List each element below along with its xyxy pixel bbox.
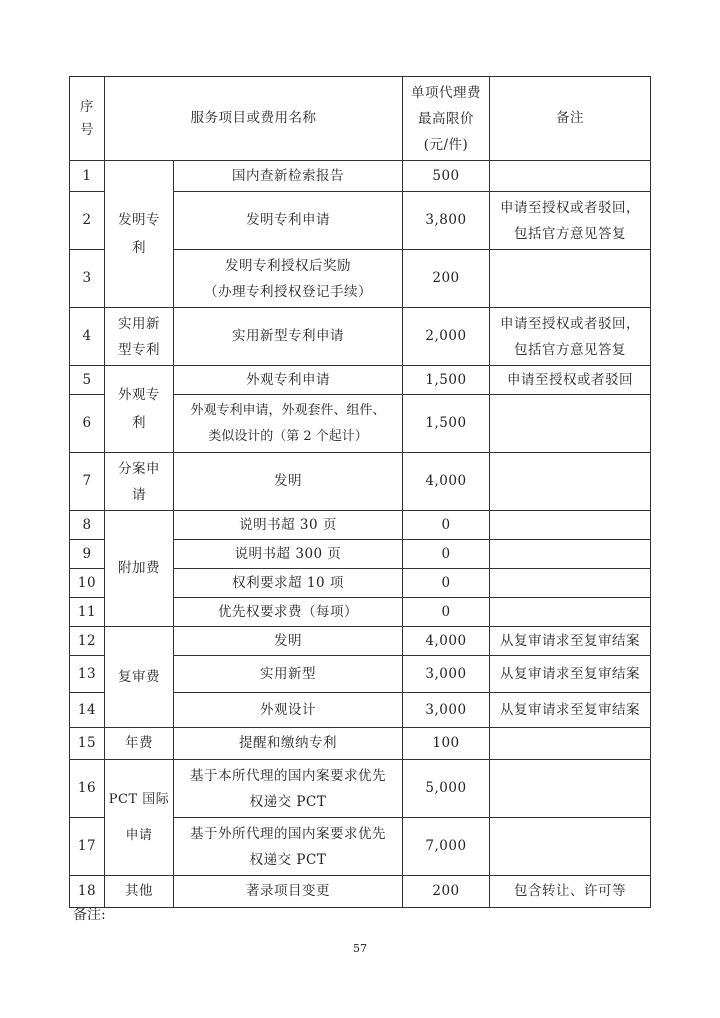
row-fee: 0 xyxy=(403,598,490,627)
table-row xyxy=(70,366,651,395)
table-row xyxy=(70,876,651,908)
table-row xyxy=(70,511,651,540)
row-no: 5 xyxy=(70,366,105,395)
row-fee: 1,500 xyxy=(403,395,490,453)
table-row xyxy=(70,308,651,366)
row-category: 复审费 xyxy=(105,627,174,728)
row-no: 12 xyxy=(70,627,105,656)
row-fee: 200 xyxy=(403,876,490,908)
row-remark xyxy=(490,728,651,760)
fee-table xyxy=(69,76,651,908)
row-item: 发明专利申请 xyxy=(174,192,403,250)
row-no: 10 xyxy=(70,569,105,598)
row-fee: 4,000 xyxy=(403,453,490,511)
header-remark: 备注 xyxy=(490,77,651,161)
row-no: 18 xyxy=(70,876,105,908)
row-fee: 0 xyxy=(403,511,490,540)
row-item: 发明 xyxy=(174,453,403,511)
row-item: 外观专利申请，外观套件、组件、 类似设计的（第 2 个起计） xyxy=(174,395,403,453)
table-row xyxy=(70,728,651,760)
row-remark xyxy=(490,395,651,453)
row-remark xyxy=(490,540,651,569)
row-category: 年费 xyxy=(105,728,174,760)
row-no: 2 xyxy=(70,192,105,250)
row-fee: 7,000 xyxy=(403,818,490,876)
row-remark xyxy=(490,569,651,598)
row-fee: 3,000 xyxy=(403,656,490,693)
row-item: 说明书超 30 页 xyxy=(174,511,403,540)
row-fee: 0 xyxy=(403,569,490,598)
header-seq: 序 号 xyxy=(70,77,105,161)
row-item: 国内查新检索报告 xyxy=(174,161,403,192)
row-remark: 从复审请求至复审结案 xyxy=(490,693,651,728)
row-remark: 申请至授权或者驳回 xyxy=(490,366,651,395)
row-remark: 从复审请求至复审结案 xyxy=(490,627,651,656)
row-category: 外观专 利 xyxy=(105,366,174,453)
row-item: 著录项目变更 xyxy=(174,876,403,908)
table-row xyxy=(70,161,651,192)
row-remark xyxy=(490,760,651,818)
row-no: 8 xyxy=(70,511,105,540)
row-item: 发明 xyxy=(174,627,403,656)
row-item: 优先权要求费（每项） xyxy=(174,598,403,627)
page-number: 57 xyxy=(353,942,367,955)
row-item: 实用新型专利申请 xyxy=(174,308,403,366)
row-category: 分案申 请 xyxy=(105,453,174,511)
row-no: 4 xyxy=(70,308,105,366)
row-item: 说明书超 300 页 xyxy=(174,540,403,569)
row-item: 基于外所代理的国内案要求优先 权递交 PCT xyxy=(174,818,403,876)
row-item: 提醒和缴纳专利 xyxy=(174,728,403,760)
row-fee: 1,500 xyxy=(403,366,490,395)
row-item: 发明专利授权后奖励 （办理专利授权登记手续） xyxy=(174,250,403,308)
row-no: 14 xyxy=(70,693,105,728)
footer-note: 备注: xyxy=(73,907,106,923)
row-remark: 申请至授权或者驳回， 包括官方意见答复 xyxy=(490,192,651,250)
row-fee: 2,000 xyxy=(403,308,490,366)
row-remark: 包含转让、许可等 xyxy=(490,876,651,908)
row-no: 13 xyxy=(70,656,105,693)
row-remark xyxy=(490,598,651,627)
row-fee: 5,000 xyxy=(403,760,490,818)
row-remark xyxy=(490,511,651,540)
header-fee: 单项代理费 最高限价 (元/件) xyxy=(403,77,490,161)
row-item: 基于本所代理的国内案要求优先 权递交 PCT xyxy=(174,760,403,818)
row-no: 9 xyxy=(70,540,105,569)
row-remark: 申请至授权或者驳回， 包括官方意见答复 xyxy=(490,308,651,366)
header-service: 服务项目或费用名称 xyxy=(105,77,403,161)
row-item: 外观专利申请 xyxy=(174,366,403,395)
row-no: 17 xyxy=(70,818,105,876)
row-item: 外观设计 xyxy=(174,693,403,728)
row-item: 权利要求超 10 项 xyxy=(174,569,403,598)
table-header-row xyxy=(70,77,651,161)
row-remark xyxy=(490,161,651,192)
row-fee: 100 xyxy=(403,728,490,760)
row-fee: 0 xyxy=(403,540,490,569)
row-remark xyxy=(490,250,651,308)
row-fee: 4,000 xyxy=(403,627,490,656)
row-no: 11 xyxy=(70,598,105,627)
row-remark xyxy=(490,453,651,511)
row-category: 发明专 利 xyxy=(105,161,174,308)
row-no: 15 xyxy=(70,728,105,760)
row-category: 其他 xyxy=(105,876,174,908)
row-no: 3 xyxy=(70,250,105,308)
row-item: 实用新型 xyxy=(174,656,403,693)
row-remark: 从复审请求至复审结案 xyxy=(490,656,651,693)
row-fee: 3,000 xyxy=(403,693,490,728)
row-fee: 500 xyxy=(403,161,490,192)
row-no: 16 xyxy=(70,760,105,818)
row-category: 实用新 型专利 xyxy=(105,308,174,366)
row-category: 附加费 xyxy=(105,511,174,627)
row-no: 6 xyxy=(70,395,105,453)
table-row xyxy=(70,760,651,818)
row-no: 1 xyxy=(70,161,105,192)
row-remark xyxy=(490,818,651,876)
table-row xyxy=(70,627,651,656)
row-category: PCT 国际 申请 xyxy=(105,760,174,876)
row-no: 7 xyxy=(70,453,105,511)
row-fee: 200 xyxy=(403,250,490,308)
table-row xyxy=(70,453,651,511)
row-fee: 3,800 xyxy=(403,192,490,250)
